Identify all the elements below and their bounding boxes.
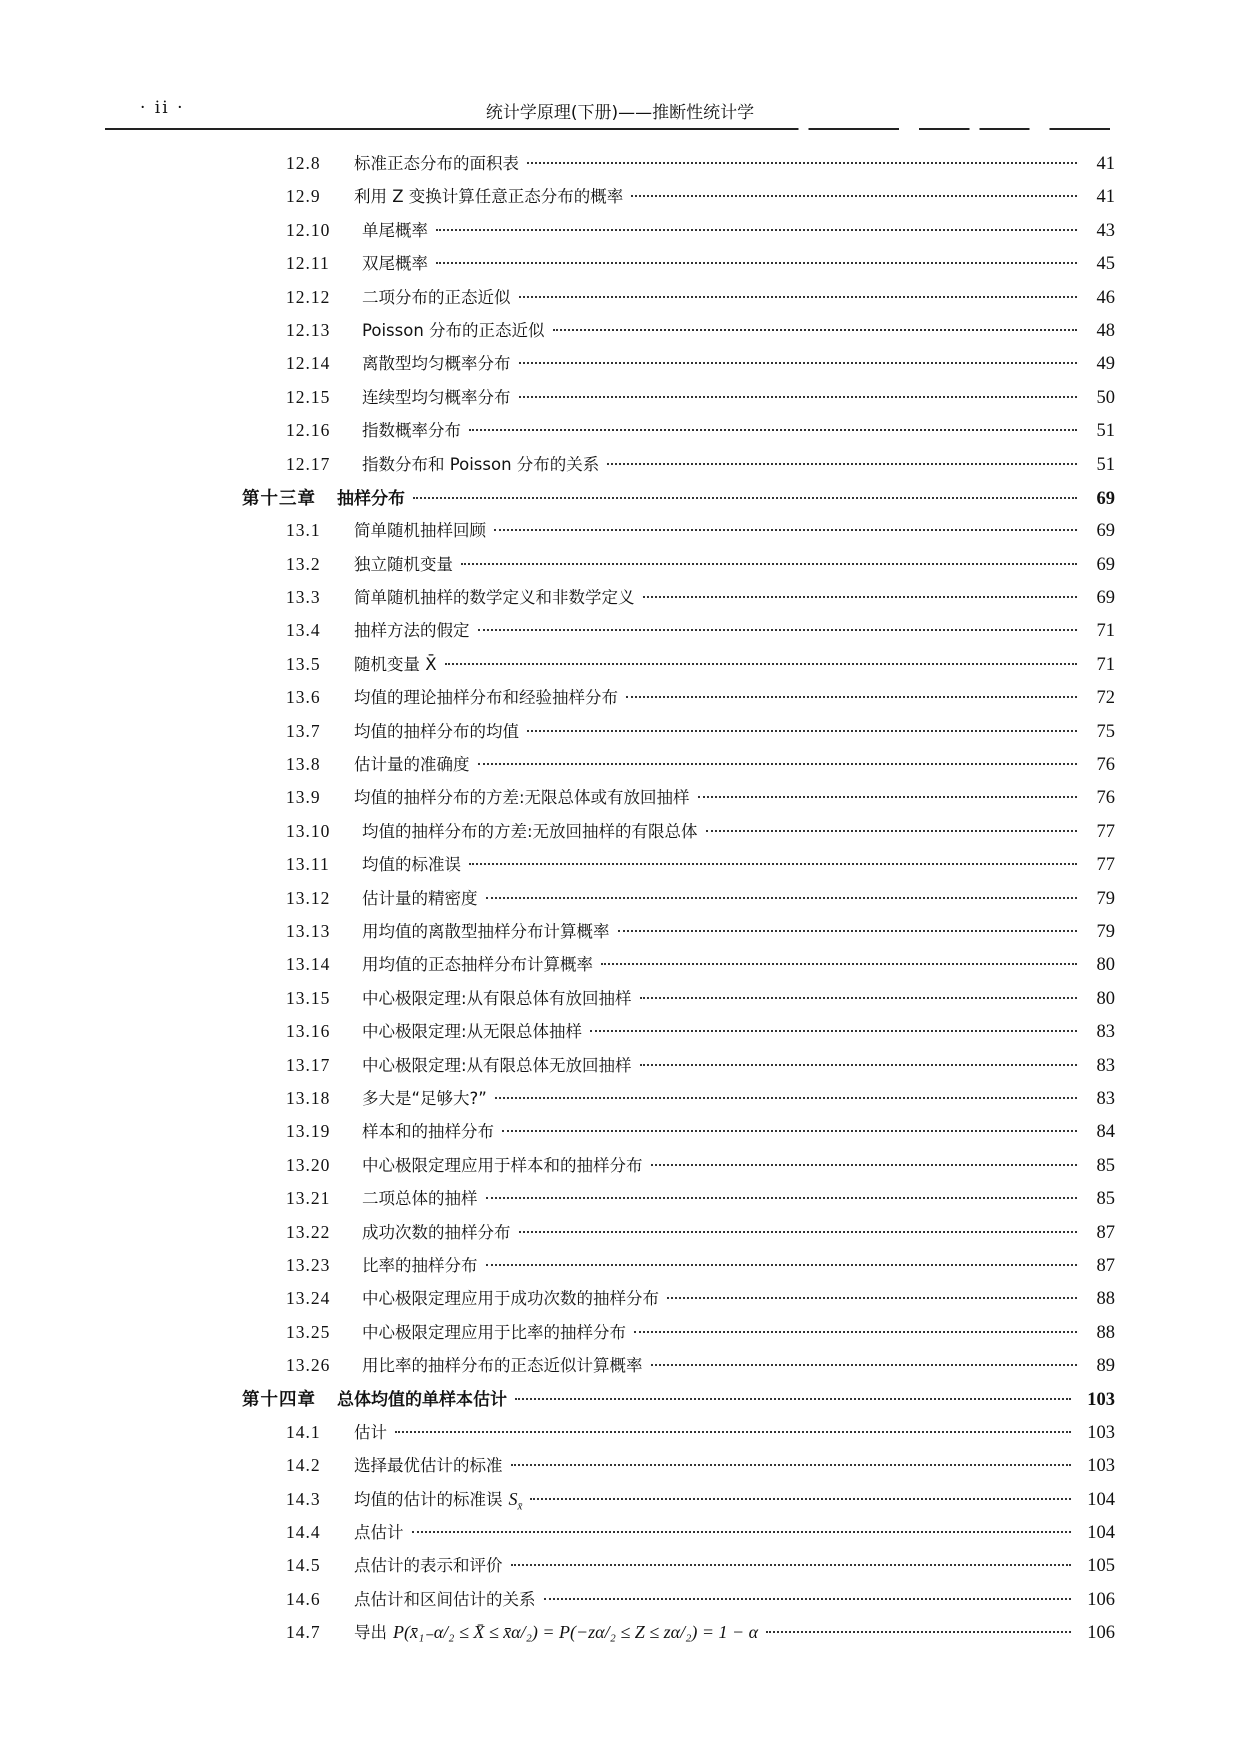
- dot-leader: [519, 396, 1078, 398]
- entry-title: [362, 1018, 582, 1042]
- page-reference: 106: [1087, 1589, 1115, 1610]
- toc-section-entry[interactable]: [245, 918, 1115, 951]
- entry-number: 13.21: [286, 1188, 331, 1209]
- entry-number: 14.2: [286, 1455, 321, 1476]
- entry-title: [362, 985, 632, 1009]
- entry-title-text: 中心极限定理应用于比率的抽样分布: [362, 1322, 626, 1342]
- dot-leader: [469, 429, 1077, 431]
- dot-leader: [607, 463, 1077, 465]
- entry-title: [362, 350, 511, 374]
- entry-title-text: 均值的抽样分布的均值: [354, 721, 519, 741]
- toc-section-entry[interactable]: [245, 851, 1115, 884]
- entry-title: [362, 885, 478, 909]
- entry-title: [362, 1285, 659, 1309]
- entry-title-text: 抽样分布: [337, 488, 405, 509]
- entry-number: 14.7: [286, 1622, 321, 1643]
- entry-number: 12.11: [286, 253, 330, 274]
- page-reference: 88: [1096, 1289, 1115, 1310]
- page-reference: 69: [1096, 488, 1115, 509]
- entry-title-text: 连续型均匀概率分布: [362, 387, 511, 407]
- entry-title: [362, 1118, 494, 1142]
- entry-title: [354, 1619, 758, 1643]
- entry-title: [362, 1152, 643, 1176]
- dot-leader: [590, 1030, 1077, 1032]
- dot-leader: [706, 830, 1077, 832]
- toc-section-entry[interactable]: [245, 1619, 1115, 1652]
- page-reference: 41: [1096, 154, 1115, 174]
- dot-leader: [544, 1598, 1072, 1600]
- page-reference: 69: [1096, 554, 1115, 575]
- entry-title-text: 利用 Z 变换计算任意正态分布的概率: [354, 187, 624, 207]
- page-reference: 83: [1096, 1088, 1115, 1109]
- dot-leader: [486, 1264, 1078, 1266]
- toc-section-entry[interactable]: [245, 818, 1115, 851]
- dot-leader: [667, 1297, 1077, 1299]
- entry-number: 13.3: [286, 587, 321, 608]
- entry-number: 13.13: [286, 920, 331, 941]
- entry-title: [362, 818, 698, 842]
- toc-section-entry[interactable]: [245, 985, 1115, 1018]
- page-reference: 84: [1096, 1122, 1115, 1143]
- toc-section-entry[interactable]: [245, 718, 1115, 751]
- entry-title: [362, 1252, 478, 1276]
- page-reference: 51: [1096, 421, 1115, 442]
- entry-title: [362, 417, 461, 441]
- entry-title-text: 导出: [354, 1623, 387, 1643]
- entry-title-text: 中心极限定理应用于样本和的抽样分布: [362, 1155, 643, 1175]
- entry-title: [354, 183, 623, 207]
- entry-title-text: 均值的抽样分布的方差:无放回抽样的有限总体: [362, 821, 698, 841]
- page-reference: 71: [1096, 621, 1115, 642]
- entry-title: [354, 1452, 503, 1476]
- dot-leader: [469, 863, 1077, 865]
- page-reference: 46: [1096, 287, 1115, 308]
- toc-section-entry[interactable]: [245, 451, 1115, 484]
- entry-number: 13.17: [286, 1054, 331, 1075]
- entry-number: 13.24: [286, 1288, 331, 1309]
- entry-title-text: 均值的标准误: [362, 855, 461, 875]
- page-reference: 41: [1096, 187, 1115, 208]
- entry-number: 13.10: [286, 820, 331, 841]
- entry-number: 13.23: [286, 1254, 331, 1275]
- dot-leader: [395, 1431, 1071, 1433]
- entry-number: 13.11: [286, 854, 330, 875]
- entry-number: 12.17: [286, 453, 331, 474]
- toc-section-entry[interactable]: [245, 317, 1115, 350]
- entry-title: [354, 751, 470, 775]
- toc-section-entry[interactable]: [245, 1352, 1115, 1385]
- dot-leader: [643, 596, 1078, 598]
- entry-number: 12.9: [286, 186, 321, 207]
- entry-number: 13.15: [286, 987, 331, 1008]
- entry-title-text: 比率的抽样分布: [362, 1255, 478, 1275]
- entry-title: [362, 1352, 643, 1376]
- entry-number: 14.4: [286, 1522, 321, 1543]
- entry-title-text: 样本和的抽样分布: [362, 1122, 494, 1142]
- dot-leader: [519, 1231, 1078, 1233]
- page-reference: 69: [1096, 521, 1115, 542]
- page-reference: 88: [1096, 1322, 1115, 1343]
- entry-number: 12.15: [286, 386, 331, 407]
- entry-title-text: 指数分布和 Poisson 分布的关系: [362, 454, 600, 474]
- dot-leader: [486, 897, 1078, 899]
- page-reference: 80: [1096, 988, 1115, 1009]
- dot-leader: [651, 1164, 1078, 1166]
- dot-leader: [515, 1398, 1071, 1400]
- entry-title-text: 简单随机抽样的数学定义和非数学定义: [354, 588, 635, 608]
- page-reference: 103: [1087, 1456, 1115, 1477]
- entry-title-text: 单尾概率: [362, 220, 428, 240]
- toc-section-entry[interactable]: [245, 1085, 1115, 1118]
- page-reference: 79: [1096, 921, 1115, 942]
- math-symbol: $S_{x̄}$: [508, 1488, 523, 1513]
- toc-section-entry[interactable]: [245, 784, 1115, 817]
- entry-title: [362, 1085, 487, 1109]
- entry-number: 13.26: [286, 1355, 331, 1376]
- page-reference: 77: [1096, 821, 1115, 842]
- toc-section-entry[interactable]: [245, 551, 1115, 584]
- entry-title: [337, 1385, 507, 1410]
- entry-title-text: 点估计和区间估计的关系: [354, 1589, 536, 1609]
- dot-leader: [698, 796, 1077, 798]
- page-reference: 104: [1087, 1489, 1115, 1510]
- entry-number: 12.14: [286, 353, 331, 374]
- dot-leader: [601, 963, 1077, 965]
- page-reference: 87: [1096, 1255, 1115, 1276]
- toc-section-entry[interactable]: [245, 517, 1115, 550]
- dot-leader: [618, 930, 1078, 932]
- entry-title: [362, 1052, 632, 1076]
- page-reference: 75: [1096, 721, 1115, 742]
- entry-title-text: 中心极限定理:从有限总体无放回抽样: [362, 1055, 632, 1075]
- toc-section-entry[interactable]: [245, 1052, 1115, 1085]
- dot-leader: [527, 162, 1077, 164]
- entry-title: [362, 250, 428, 274]
- page-reference: 71: [1096, 654, 1115, 675]
- dot-leader: [553, 329, 1077, 331]
- page-reference: 87: [1096, 1222, 1115, 1243]
- page-reference: 104: [1087, 1523, 1115, 1544]
- entry-number: 13.5: [286, 653, 321, 674]
- dot-leader: [530, 1498, 1071, 1500]
- entry-number: 13.18: [286, 1087, 331, 1108]
- toc-section-entry[interactable]: [245, 417, 1115, 450]
- toc-section-entry[interactable]: [245, 684, 1115, 717]
- entry-title: [362, 384, 511, 408]
- dot-leader: [640, 1064, 1077, 1066]
- entry-title: [362, 918, 610, 942]
- entry-title-text: 用比率的抽样分布的正态近似计算概率: [362, 1356, 643, 1376]
- toc-section-entry[interactable]: [245, 250, 1115, 283]
- entry-number: 14.3: [286, 1488, 321, 1509]
- entry-title: [362, 284, 511, 308]
- entry-title-text: 多大是“足够大?”: [362, 1088, 487, 1108]
- entry-title-text: 独立随机变量: [354, 554, 453, 574]
- entry-number: 第十四章: [242, 1390, 316, 1411]
- toc-section-entry[interactable]: [245, 1252, 1115, 1285]
- entry-title-text: 标准正态分布的面积表: [354, 154, 519, 173]
- entry-title-text: 中心极限定理:从有限总体有放回抽样: [362, 988, 632, 1008]
- entry-title-text: 中心极限定理:从无限总体抽样: [362, 1022, 583, 1042]
- entry-number: 13.19: [286, 1121, 331, 1142]
- dot-leader: [511, 1464, 1072, 1466]
- entry-title: [354, 651, 437, 675]
- entry-title-text: 用均值的正态抽样分布计算概率: [362, 955, 593, 975]
- entry-title-text: 估计量的准确度: [354, 755, 470, 775]
- table-of-contents: [242, 150, 1115, 1653]
- toc-section-entry[interactable]: [245, 150, 1115, 183]
- toc-section-entry[interactable]: [245, 1018, 1115, 1051]
- dot-leader: [436, 262, 1077, 264]
- running-title: 统计学原理(下册)——推断性统计学: [485, 103, 755, 123]
- toc-section-entry[interactable]: [245, 1219, 1115, 1252]
- entry-title-text: 二项分布的正态近似: [362, 287, 511, 307]
- entry-number: 13.14: [286, 954, 331, 975]
- dot-leader: [494, 529, 1077, 531]
- page-reference: 103: [1087, 1422, 1115, 1443]
- entry-number: 12.12: [286, 286, 331, 307]
- page-reference: 106: [1087, 1623, 1115, 1644]
- dot-leader: [412, 1531, 1072, 1533]
- toc-section-entry[interactable]: [245, 751, 1115, 784]
- dot-leader: [478, 629, 1078, 631]
- toc-section-entry[interactable]: [245, 217, 1115, 250]
- entry-title: [362, 317, 545, 341]
- entry-number: 13.22: [286, 1221, 331, 1242]
- entry-title: [362, 451, 599, 475]
- toc-section-entry[interactable]: [245, 1152, 1115, 1185]
- entry-number: 14.6: [286, 1588, 321, 1609]
- toc-section-entry[interactable]: [245, 1285, 1115, 1318]
- entry-title-text: 选择最优估计的标准: [354, 1456, 503, 1476]
- entry-title-text: 成功次数的抽样分布: [362, 1222, 511, 1242]
- entry-title-text: 估计量的精密度: [362, 888, 478, 908]
- page-reference: 89: [1096, 1356, 1115, 1377]
- entry-number: 13.2: [286, 553, 321, 574]
- entry-title-text: 简单随机抽样回顾: [354, 521, 486, 541]
- entry-title: [362, 951, 593, 975]
- toc-section-entry[interactable]: [245, 651, 1115, 684]
- page-reference: 79: [1096, 888, 1115, 909]
- entry-title-text: 均值的理论抽样分布和经验抽样分布: [354, 688, 618, 708]
- dot-leader: [486, 1197, 1078, 1199]
- entry-title: [354, 617, 470, 641]
- dot-leader: [527, 730, 1077, 732]
- page-reference: 43: [1096, 220, 1115, 241]
- entry-number: 14.5: [286, 1555, 321, 1576]
- entry-number: 第十三章: [242, 488, 316, 509]
- dot-leader: [502, 1130, 1077, 1132]
- entry-title-text: 离散型均匀概率分布: [362, 354, 511, 374]
- entry-title-text: 点估计: [354, 1523, 404, 1543]
- entry-title: [354, 584, 635, 608]
- entry-title: [362, 217, 428, 241]
- page-reference: 51: [1096, 454, 1115, 475]
- math-formula: P(x̄₁₋α/₂ ≤ X̄ ≤ x̄α/₂) = P(−zα/₂ ≤ Z ≤ zα/₂) = 1 − α: [393, 1622, 759, 1643]
- dot-leader: [495, 1097, 1077, 1099]
- entry-title-text: 均值的估计的标准误: [354, 1489, 503, 1509]
- entry-title: [354, 1419, 387, 1443]
- entry-number: 13.7: [286, 720, 321, 741]
- toc-section-entry[interactable]: [245, 1319, 1115, 1352]
- entry-title-text: 均值的抽样分布的方差:无限总体或有放回抽样: [354, 788, 690, 808]
- entry-number: 13.8: [286, 754, 321, 775]
- toc-section-entry[interactable]: [245, 284, 1115, 317]
- entry-title-text: Poisson 分布的正态近似: [362, 320, 545, 340]
- entry-number: 13.9: [286, 787, 321, 808]
- running-header: [0, 98, 1240, 128]
- entry-title: [354, 1586, 536, 1610]
- page-reference: 83: [1096, 1055, 1115, 1076]
- toc-section-entry[interactable]: [245, 1586, 1115, 1619]
- dot-leader: [511, 1564, 1072, 1566]
- toc-section-entry[interactable]: [245, 951, 1115, 984]
- entry-title: [354, 150, 519, 174]
- toc-section-entry[interactable]: [245, 1552, 1115, 1585]
- page-reference: 85: [1096, 1155, 1115, 1176]
- entry-title-text: 中心极限定理应用于成功次数的抽样分布: [362, 1289, 659, 1309]
- entry-number: 13.6: [286, 687, 321, 708]
- toc-section-entry[interactable]: [245, 183, 1115, 216]
- toc-section-entry[interactable]: [245, 1419, 1115, 1452]
- toc-section-entry[interactable]: [245, 584, 1115, 617]
- entry-number: 12.16: [286, 420, 331, 441]
- page-reference: 72: [1096, 688, 1115, 709]
- toc-section-entry[interactable]: [245, 1118, 1115, 1151]
- toc-section-entry[interactable]: [245, 617, 1115, 650]
- entry-number: 12.13: [286, 319, 331, 340]
- entry-title: [354, 551, 453, 575]
- toc-section-entry[interactable]: [245, 1519, 1115, 1552]
- entry-number: 14.1: [286, 1421, 321, 1442]
- entry-title-text: 双尾概率: [362, 254, 428, 274]
- page-reference: 103: [1087, 1390, 1115, 1411]
- dot-leader: [519, 296, 1078, 298]
- toc-section-entry[interactable]: [245, 1452, 1115, 1485]
- page-reference: 49: [1096, 354, 1115, 375]
- entry-title-text: 随机变量 X̄: [354, 654, 437, 674]
- page-reference: 48: [1096, 320, 1115, 341]
- entry-title: [337, 484, 405, 509]
- entry-number: 12.10: [286, 219, 331, 240]
- page-reference: 69: [1096, 588, 1115, 609]
- page-reference: 85: [1096, 1189, 1115, 1210]
- toc-section-entry[interactable]: [245, 885, 1115, 918]
- entry-title: [362, 851, 461, 875]
- dot-leader: [631, 195, 1077, 197]
- entry-number: 12.8: [286, 153, 321, 173]
- entry-title-text: 点估计的表示和评价: [354, 1556, 503, 1576]
- entry-number: 13.12: [286, 887, 331, 908]
- entry-number: 13.25: [286, 1321, 331, 1342]
- dot-leader: [651, 1364, 1078, 1366]
- page-reference: 76: [1096, 755, 1115, 776]
- dot-leader: [461, 563, 1077, 565]
- page-reference: 83: [1096, 1022, 1115, 1043]
- entry-title: [362, 1185, 478, 1209]
- entry-title-text: 抽样方法的假定: [354, 621, 470, 641]
- header-rule: [105, 128, 1110, 130]
- dot-leader: [766, 1631, 1071, 1633]
- entry-title: [354, 684, 618, 708]
- toc-chapter-entry[interactable]: [242, 1385, 1115, 1418]
- entry-title: [354, 718, 519, 742]
- toc-section-entry[interactable]: [245, 350, 1115, 383]
- toc-section-entry[interactable]: [245, 1185, 1115, 1218]
- dot-leader: [519, 362, 1078, 364]
- toc-chapter-entry[interactable]: [242, 484, 1115, 517]
- page-reference: 50: [1096, 387, 1115, 408]
- dot-leader: [413, 497, 1077, 499]
- toc-section-entry[interactable]: [245, 384, 1115, 417]
- dot-leader: [626, 696, 1077, 698]
- entry-title: [362, 1319, 626, 1343]
- page-reference: 105: [1087, 1556, 1115, 1577]
- page-reference: 45: [1096, 254, 1115, 275]
- dot-leader: [445, 663, 1077, 665]
- entry-title: [354, 1552, 503, 1576]
- entry-title-text: 总体均值的单样本估计: [337, 1390, 507, 1411]
- entry-title: [354, 784, 690, 808]
- dot-leader: [634, 1331, 1077, 1333]
- entry-title: [354, 517, 486, 541]
- page-number: · ii ·: [140, 98, 185, 118]
- entry-number: 13.20: [286, 1154, 331, 1175]
- entry-title-text: 二项总体的抽样: [362, 1189, 478, 1209]
- page-reference: 77: [1096, 855, 1115, 876]
- toc-section-entry[interactable]: [245, 1486, 1115, 1519]
- entry-number: 13.4: [286, 620, 321, 641]
- dot-leader: [478, 763, 1078, 765]
- dot-leader: [640, 997, 1077, 999]
- entry-title-text: 估计: [354, 1422, 387, 1442]
- entry-title: [354, 1519, 404, 1543]
- entry-number: 13.1: [286, 520, 321, 541]
- entry-title-text: 指数概率分布: [362, 421, 461, 441]
- dot-leader: [436, 229, 1077, 231]
- page-reference: 80: [1096, 955, 1115, 976]
- entry-title-text: 用均值的离散型抽样分布计算概率: [362, 921, 610, 941]
- entry-number: 13.16: [286, 1021, 331, 1042]
- entry-title: [354, 1486, 522, 1513]
- entry-title: [362, 1219, 511, 1243]
- page-reference: 76: [1096, 788, 1115, 809]
